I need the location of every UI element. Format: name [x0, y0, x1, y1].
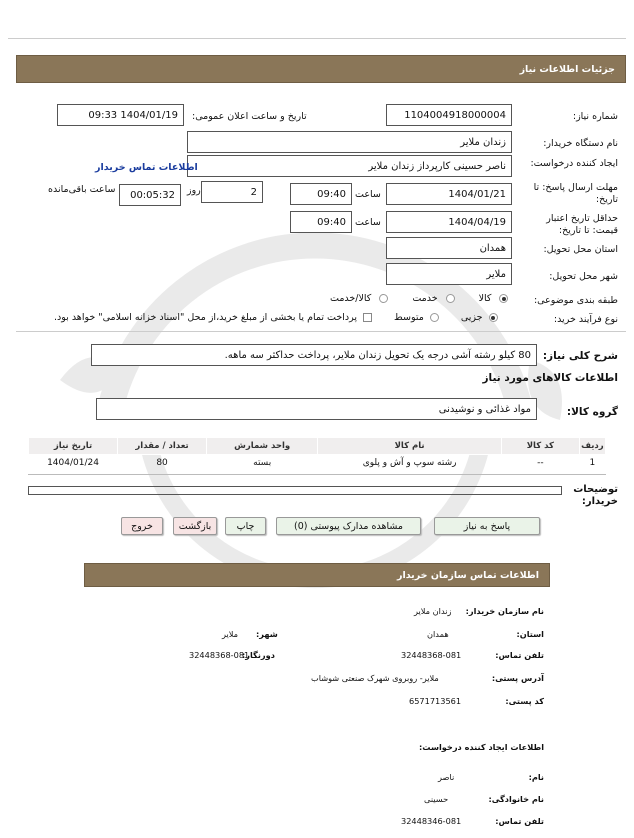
- col-code: کد کالا: [501, 438, 579, 455]
- reply-button[interactable]: پاسخ به نیاز: [434, 517, 540, 535]
- validity-time-label: ساعت: [355, 217, 381, 228]
- creator-label: ایجاد کننده درخواست:: [530, 158, 618, 169]
- creator-phone-label: تلفن تماس:: [495, 816, 544, 826]
- org-label: نام سازمان خریدار:: [465, 606, 544, 616]
- category-both-radio[interactable]: [379, 294, 388, 303]
- address-label: آدرس پستی:: [491, 673, 544, 683]
- buyer-notes-field: [28, 486, 562, 495]
- creator-field: ناصر حسینی کارپرداز زندان ملایر: [187, 155, 512, 177]
- address-value: ملایر- روبروی شهرک صنعتی شوشاب: [311, 673, 439, 683]
- validity-label: حداقل تاریخ اعتبار قیمت: تا تاریخ:: [546, 213, 618, 236]
- category-goods-label: کالا: [478, 293, 492, 304]
- deadline-date-field: 1404/01/21: [386, 183, 512, 205]
- name-label: نام:: [528, 772, 544, 782]
- remaining-time-field: 00:05:32: [119, 184, 181, 206]
- treasury-payment-checkbox[interactable]: [363, 313, 372, 322]
- buyer-notes-label: توضیحات خریدار:: [573, 484, 618, 507]
- creator-info-title: اطلاعات ایجاد کننده درخواست:: [419, 742, 544, 752]
- province-label: استان محل تحویل:: [543, 244, 618, 255]
- table-row: 1 -- رشته سوپ و آش و پلوی بسته 80 1404/01/24: [47, 457, 596, 468]
- goods-group-field: مواد غذائی و نوشیدنی: [96, 398, 537, 420]
- category-goods-radio[interactable]: [499, 294, 508, 303]
- contact-header-title: اطلاعات تماس سازمان خریدار: [396, 569, 539, 581]
- col-row: ردیف: [579, 438, 605, 455]
- goods-group-label: گروه کالا:: [566, 406, 618, 418]
- col-qty: تعداد / مقدار: [118, 438, 207, 455]
- deadline-label: مهلت ارسال پاسخ: تا تاریخ:: [533, 182, 618, 205]
- page-header: [16, 55, 626, 83]
- process-medium-radio[interactable]: [430, 313, 439, 322]
- summary-label: شرح کلی نیاز:: [542, 350, 618, 362]
- contact-city-label: شهر:: [256, 629, 278, 639]
- phone-value: 32448368-081: [401, 650, 462, 660]
- contact-city-value: ملایر: [222, 629, 239, 639]
- postal-label: کد پستی:: [505, 696, 544, 706]
- city-field: ملایر: [386, 263, 512, 285]
- need-number-field: 1104004918000004: [386, 104, 512, 126]
- remaining-label: ساعت باقی‌مانده: [48, 184, 116, 195]
- col-name: نام کالا: [318, 438, 502, 455]
- treasury-payment-label: پرداخت تمام یا بخشی از مبلغ خرید،از محل "اسناد خزانه اسلامی" خواهد بود.: [54, 312, 357, 323]
- category-service-label: خدمت: [412, 293, 438, 304]
- page-header-title: جزئیات اطلاعات نیاز: [519, 63, 615, 75]
- deadline-time-field: 09:40: [290, 183, 352, 205]
- need-number-label: شماره نیاز:: [572, 111, 618, 122]
- fax-value: 32448368-081: [189, 650, 250, 660]
- buyer-field: زندان ملایر: [187, 131, 512, 153]
- fax-label: دورنگار:: [242, 650, 275, 660]
- print-button[interactable]: چاپ: [225, 517, 266, 535]
- city-label: شهر محل تحویل:: [549, 271, 618, 282]
- category-both-label: کالا/خدمت: [330, 293, 372, 304]
- process-partial-label: جزیی: [460, 312, 483, 323]
- validity-date-field: 1404/04/19: [386, 211, 512, 233]
- announce-field: 1404/01/19 09:33: [57, 104, 184, 126]
- days-field: 2: [201, 181, 263, 203]
- validity-time-field: 09:40: [290, 211, 352, 233]
- category-service-radio[interactable]: [446, 294, 455, 303]
- buyer-contact-link[interactable]: اطلاعات تماس خریدار: [95, 162, 198, 173]
- province-field: همدان: [386, 237, 512, 259]
- process-label: نوع فرآیند خرید:: [553, 314, 618, 325]
- org-value: زندان ملایر: [414, 606, 452, 616]
- family-value: حسینی: [424, 794, 449, 804]
- announce-label: تاریخ و ساعت اعلان عمومی:: [192, 111, 307, 122]
- family-label: نام خانوادگی:: [488, 794, 544, 804]
- contact-header: [84, 563, 550, 587]
- col-unit: واحد شمارش: [207, 438, 318, 455]
- phone-label: تلفن تماس:: [495, 650, 544, 660]
- contact-province-value: همدان: [427, 629, 449, 639]
- name-value: ناصر: [438, 772, 455, 782]
- buyer-label: نام دستگاه خریدار:: [543, 138, 618, 149]
- attachments-button[interactable]: مشاهده مدارک پیوستی (0): [276, 517, 421, 535]
- contact-province-label: استان:: [516, 629, 544, 639]
- process-partial-radio[interactable]: [489, 313, 498, 322]
- deadline-time-label: ساعت: [355, 189, 381, 200]
- category-label: طبقه بندی موضوعی:: [533, 295, 618, 306]
- back-button[interactable]: بازگشت: [173, 517, 217, 535]
- postal-value: 6571713561: [409, 696, 462, 706]
- summary-field: 80 کیلو رشته آشی درجه یک تحویل زندان ملایر، پرداخت حداکثر سه ماهه.: [91, 344, 537, 366]
- day-label: روز: [187, 185, 201, 196]
- creator-phone-value: 32448346-081: [401, 816, 462, 826]
- col-date: تاریخ نیاز: [29, 438, 118, 455]
- goods-table: [28, 437, 606, 471]
- goods-info-title: اطلاعات کالاهای مورد نیاز: [482, 372, 618, 384]
- process-medium-label: متوسط: [393, 312, 424, 323]
- exit-button[interactable]: خروج: [121, 517, 163, 535]
